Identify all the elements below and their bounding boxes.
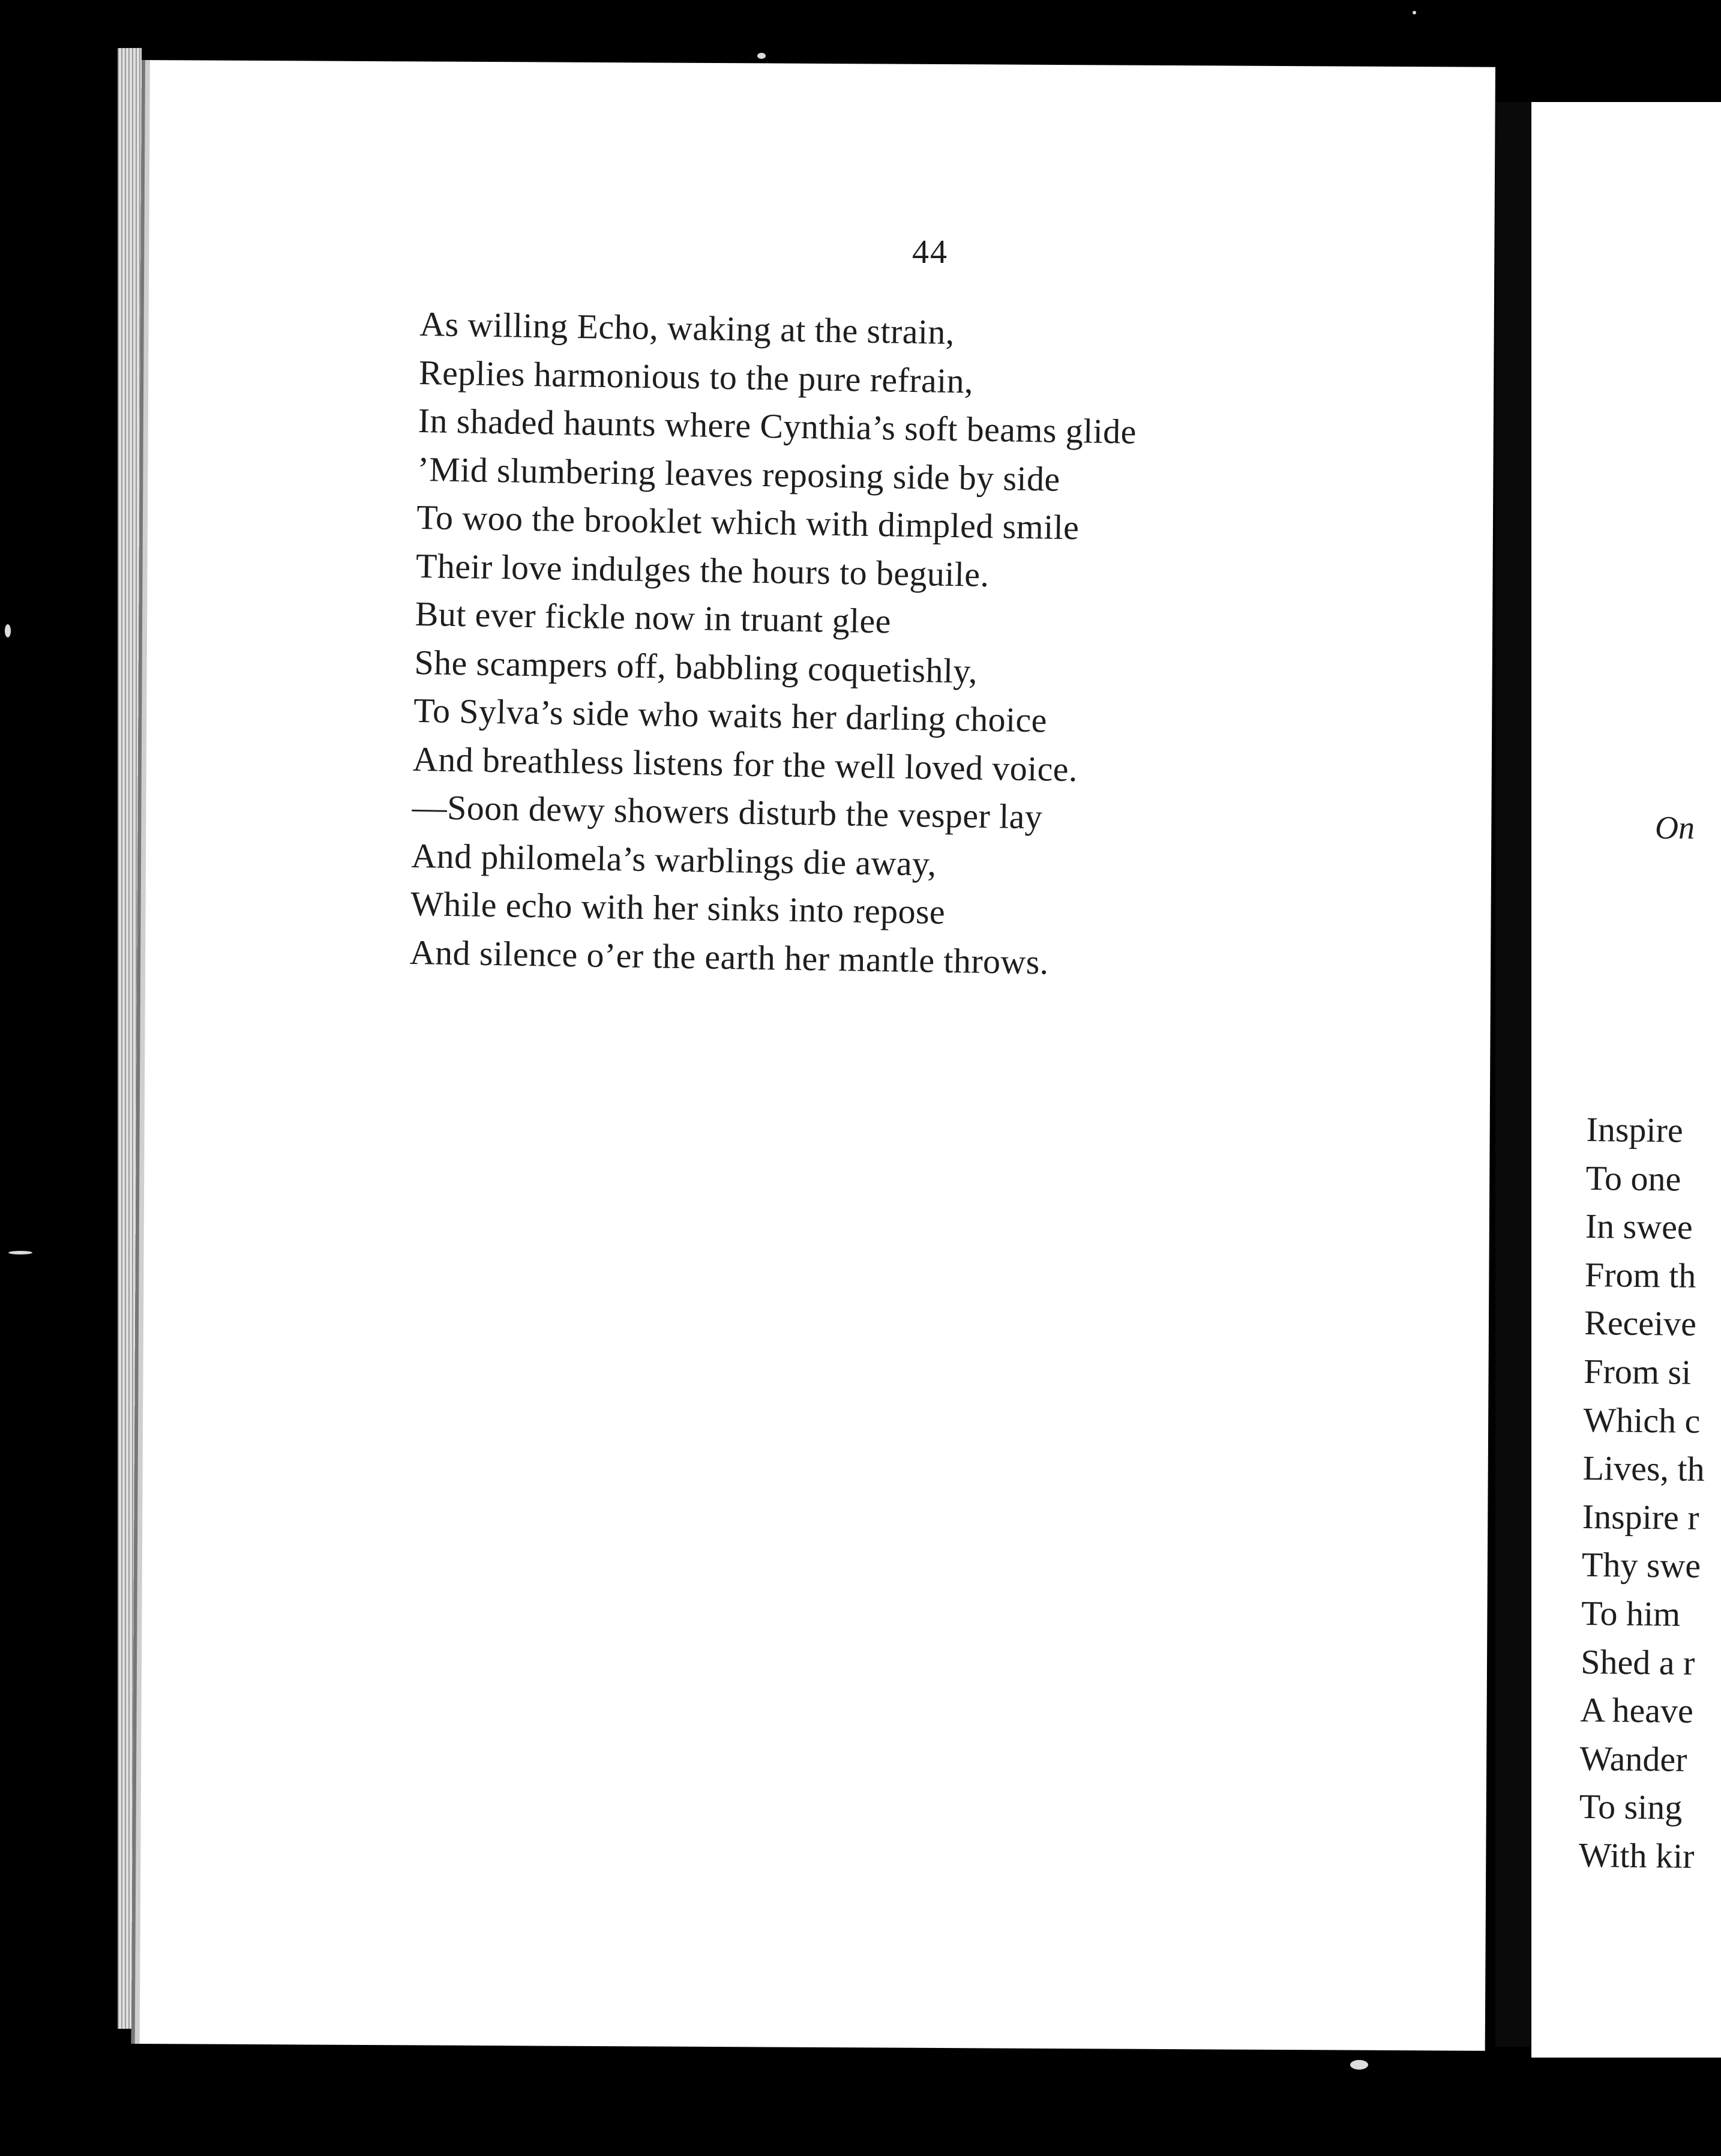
- poem-line: And breathless listens for the well loved voice.: [412, 739, 1078, 789]
- poem-line-fragment: To one: [1585, 1158, 1681, 1199]
- poem-line-fragment: Thy swe: [1581, 1545, 1701, 1586]
- scan-speck: [1350, 2060, 1368, 2070]
- poem-line: She scampers off, babbling coquetishly,: [414, 642, 978, 691]
- poem-line-fragment: Inspire r: [1582, 1496, 1700, 1537]
- right-page-poem: [1578, 1106, 1708, 1881]
- poem-line-fragment: Shed a r: [1580, 1642, 1695, 1682]
- scan-speck: [757, 53, 766, 59]
- poem-stanza: [409, 300, 1138, 988]
- poem-line-fragment: Inspire: [1586, 1109, 1683, 1150]
- scan-speck: [8, 1251, 32, 1254]
- poem-line-fragment: Wander: [1579, 1738, 1687, 1779]
- right-page-heading: On: [1655, 810, 1695, 846]
- book-gutter: [1495, 102, 1530, 2047]
- poem-line: To Sylva’s side who waits her darling choice: [413, 690, 1048, 740]
- poem-line: And silence o’er the earth her mantle throws.: [409, 932, 1050, 982]
- poem-line-fragment: In swee: [1585, 1206, 1693, 1247]
- poem-line: To woo the brooklet which with dimpled smile: [416, 497, 1080, 547]
- poem-line-fragment: From th: [1584, 1254, 1696, 1295]
- poem-line: As willing Echo, waking at the strain,: [419, 304, 955, 352]
- poem-line: —Soon dewy showers disturb the vesper lay: [412, 787, 1043, 837]
- poem-line-fragment: From si: [1584, 1351, 1692, 1392]
- poem-line: While echo with her sinks into repose: [410, 884, 946, 932]
- poem-line-fragment: To sing: [1579, 1787, 1683, 1828]
- poem-line-fragment: Which c: [1583, 1400, 1701, 1441]
- scan-speck: [5, 624, 11, 637]
- page-number: 44: [912, 233, 948, 271]
- right-page: [1531, 102, 1721, 2058]
- poem-line: But ever fickle now in truant glee: [415, 594, 892, 641]
- poem-line: ’Mid slumbering leaves reposing side by side: [417, 449, 1061, 499]
- poem-line-fragment: Lives, th: [1582, 1448, 1705, 1489]
- poem-line: Replies harmonious to the pure refrain,: [418, 352, 974, 400]
- poem-line-fragment: With kir: [1578, 1835, 1695, 1876]
- poem-line: In shaded haunts where Cynthia’s soft beams glide: [418, 400, 1137, 451]
- poem-line: And philomela’s warblings die away,: [410, 836, 937, 884]
- scan-speck: [1413, 11, 1416, 14]
- poem-line-fragment: A heave: [1580, 1690, 1694, 1731]
- poem-line-fragment: Receive: [1584, 1303, 1697, 1344]
- poem-line-fragment: To him: [1581, 1593, 1681, 1634]
- poem-line: Their love indulges the hours to beguile.: [415, 546, 990, 594]
